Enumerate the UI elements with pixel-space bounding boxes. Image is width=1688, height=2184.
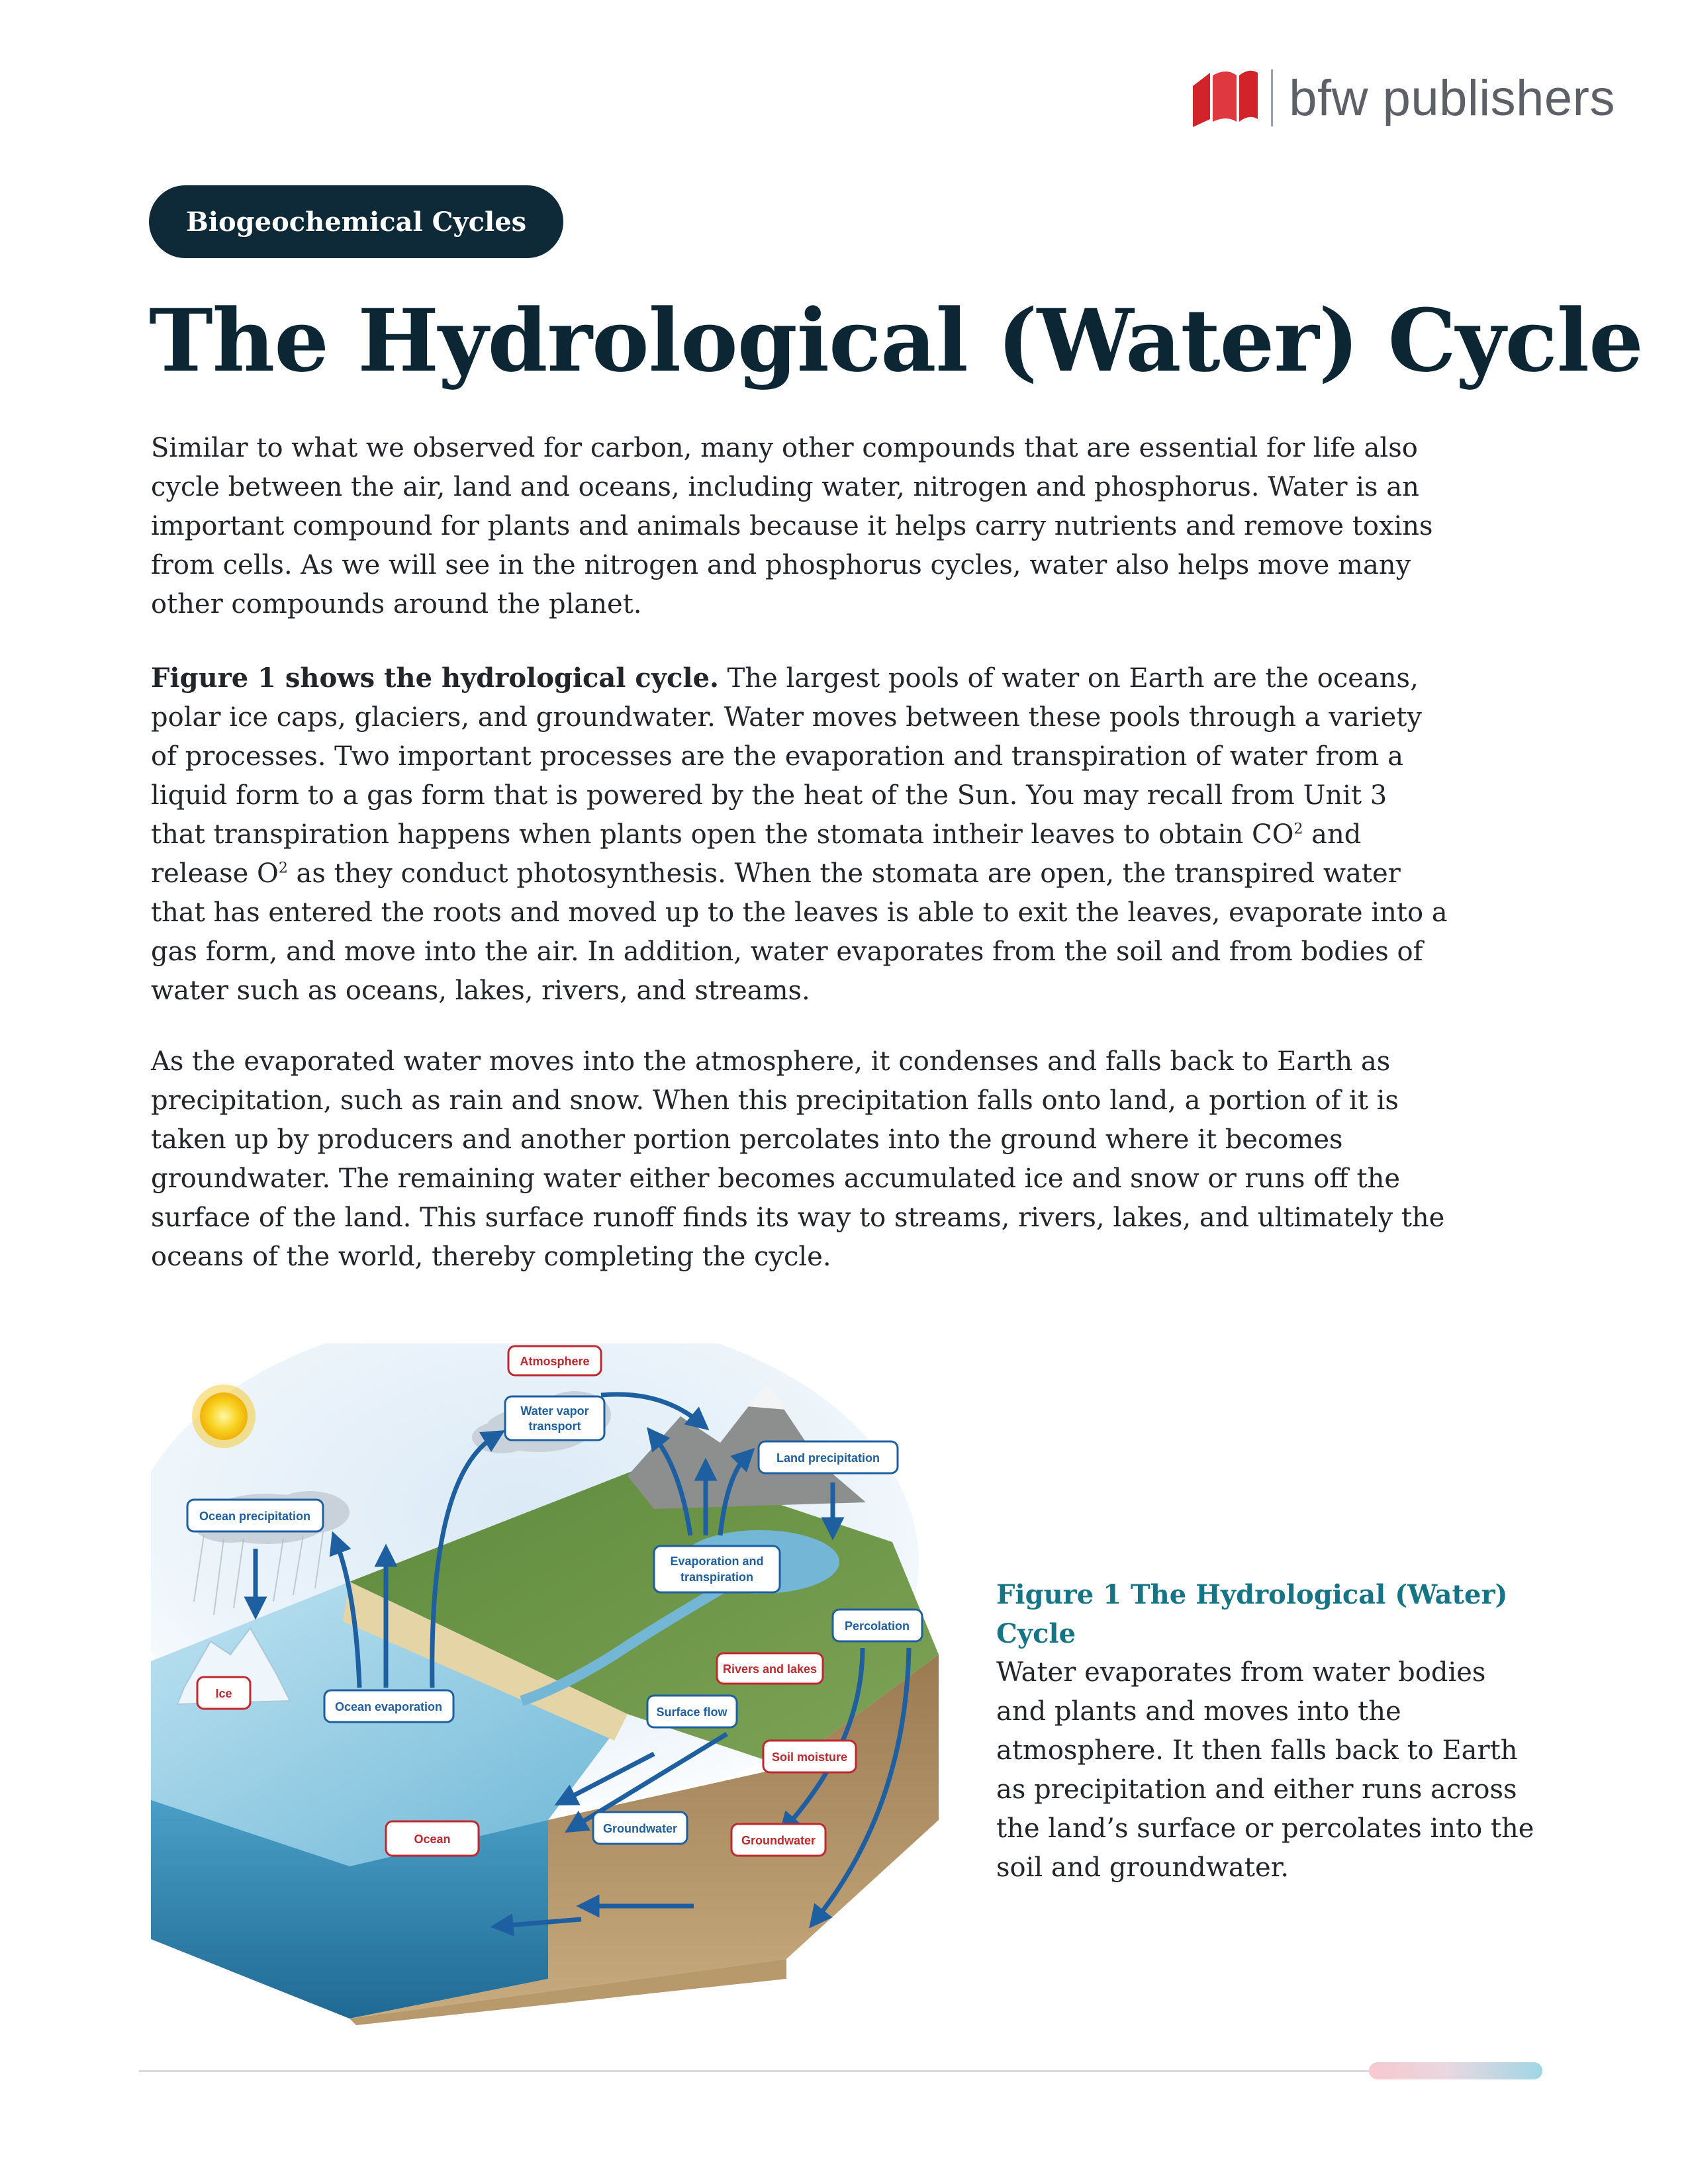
- svg-text:Rivers and lakes: Rivers and lakes: [722, 1662, 818, 1676]
- svg-text:Land precipitation: Land precipitation: [776, 1451, 880, 1465]
- label-evaporation-transpiration: [654, 1546, 780, 1592]
- footer-rule: [139, 2070, 1377, 2072]
- paragraph-intro: Similar to what we observed for carbon, many other compounds that are essential for life also cycle between the air, land and oceans, including water, nitrogen and phosphorus. Water is an important compound for plants and animals because it helps carry nutrients and remove toxins from cells. As we will see in the nitrogen and phosphorus cycles, water also helps move many other compounds around the planet.: [151, 433, 1433, 619]
- svg-text:Water vapor: Water vapor: [520, 1404, 589, 1418]
- publisher-logo: [1190, 66, 1615, 130]
- paragraph-precipitation: As the evaporated water moves into the atmosphere, it condenses and falls back to Earth as precipitation, such as rain and snow. When this precipitation falls onto land, a portion of it is taken up by producers and another portion percolates into the ground where it becomes groundwater. The remaining water either becomes accumulated ice and snow or runs off the surface of the land. This surface runoff finds its way to streams, rivers, lakes, and ultimately the oceans of the world, thereby completing the cycle.: [151, 1046, 1445, 1272]
- label-land-precipitation: [759, 1441, 898, 1473]
- label-ocean-evaporation: [324, 1690, 453, 1722]
- svg-text:Surface flow: Surface flow: [656, 1706, 727, 1719]
- label-rivers-and-lakes: [717, 1653, 823, 1684]
- svg-text:Groundwater: Groundwater: [602, 1822, 678, 1835]
- label-ocean-precipitation: [187, 1500, 323, 1531]
- page-title: The Hydrological (Water) Cycle: [149, 290, 1643, 391]
- water-cycle-diagram: [151, 1343, 939, 2025]
- label-percolation: [833, 1610, 922, 1641]
- water-cycle-figure: [151, 1343, 939, 2025]
- paragraph-lead: Figure 1 shows the hydrological cycle.: [151, 662, 719, 694]
- svg-text:transpiration: transpiration: [680, 1570, 754, 1584]
- bfw-logo-icon: [1190, 66, 1259, 130]
- label-water-vapor-transport: [505, 1396, 604, 1440]
- svg-text:Percolation: Percolation: [844, 1619, 910, 1633]
- label-surface-flow: [647, 1696, 737, 1727]
- paragraph-text: as they conduct photosynthesis. When the stomata are open, the transpired water that has entered the roots and moved up to the leaves is able to exit the leaves, evaporate into a gas form, and move into the air. In addition, water evaporates from the soil and from bodies of water such as oceans, lakes, rivers, and streams.: [151, 858, 1448, 1006]
- svg-text:Ocean evaporation: Ocean evaporation: [334, 1700, 443, 1713]
- paragraph-figure-description: [151, 659, 1448, 1011]
- label-groundwater-flow: [593, 1812, 687, 1844]
- logo-divider: [1271, 69, 1273, 126]
- paragraph-text: The largest pools of water on Earth are the oceans, polar ice caps, glaciers, and groundwater. Water moves between these pools through a variety of processes. Two important processes are the evaporation and transpiration of water from a liquid form to a gas form that is powered by the heat of the Sun. You may recall from Unit 3 that transpiration happens when plants open the stomata intheir leaves to obtain CO: [151, 663, 1422, 850]
- svg-text:Evaporation and: Evaporation and: [670, 1555, 764, 1568]
- label-atmosphere: [508, 1346, 601, 1375]
- label-ocean: [386, 1821, 479, 1856]
- paragraph-text: and release O: [151, 819, 1362, 889]
- caption-title: Figure 1 The Hydrological (Water) Cycle: [996, 1579, 1508, 1649]
- section-tag: Biogeochemical Cycles: [149, 185, 563, 258]
- svg-text:Ocean: Ocean: [414, 1833, 451, 1846]
- svg-text:transport: transport: [528, 1420, 581, 1433]
- footer-accent-bar: [1369, 2062, 1542, 2079]
- subscript-2: 2: [1293, 821, 1303, 838]
- svg-text:Groundwater: Groundwater: [741, 1834, 816, 1847]
- svg-text:Ice: Ice: [215, 1687, 232, 1700]
- publisher-name: bfw publishers: [1289, 69, 1615, 126]
- sun-icon: [192, 1385, 256, 1448]
- svg-text:Soil moisture: Soil moisture: [771, 1751, 848, 1764]
- caption-text: Water evaporates from water bodies and plants and moves into the atmosphere. It then falls back to Earth as precipitation and either runs across the land’s surface or percolates into the soil and groundwater.: [996, 1657, 1534, 1883]
- label-soil-moisture: [763, 1741, 856, 1772]
- svg-text:Atmosphere: Atmosphere: [520, 1355, 590, 1368]
- subscript-2: 2: [278, 860, 288, 877]
- label-groundwater-pool: [731, 1824, 825, 1856]
- label-ice: [197, 1677, 250, 1709]
- svg-text:Ocean precipitation: Ocean precipitation: [199, 1510, 311, 1523]
- figure-caption: [996, 1575, 1539, 1888]
